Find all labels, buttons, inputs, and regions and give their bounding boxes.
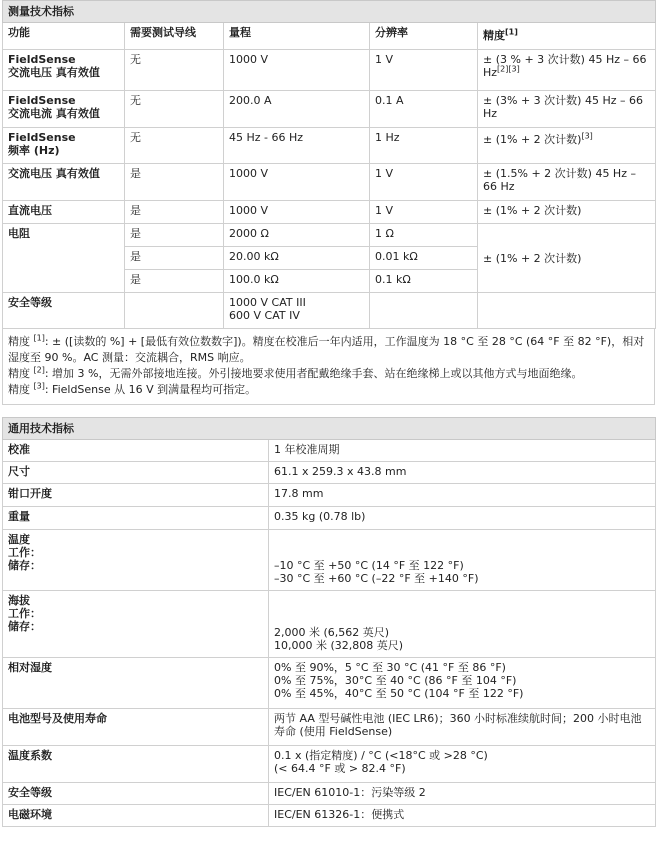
leads-cell: 无	[125, 128, 224, 164]
function-cell-safety: 安全等级	[3, 293, 125, 329]
measurement-section-title: 测量技术指标	[3, 1, 656, 23]
col-header-range: 量程	[224, 23, 370, 50]
accuracy-cell: ± (1% + 2 次计数)	[478, 201, 656, 224]
table-row	[3, 293, 656, 329]
spec-label: 尺寸	[3, 462, 269, 484]
table-row	[3, 507, 656, 530]
resolution-cell	[370, 293, 478, 329]
spec-value: 0% 至 90%，5 °C 至 30 °C (41 °F 至 86 °F) 0% 至 75%，30°C 至 40 °C (86 °F 至 104 °F) 0% 至 45%，40°C 至 50 °C (104 °F 至 122 °F)	[269, 658, 656, 709]
function-cell-resistance: 电阻	[3, 224, 125, 293]
table-row	[3, 530, 656, 591]
accuracy-cell: ± (3% + 3 次计数) 45 Hz – 66 Hz	[478, 91, 656, 128]
range-cell: 1000 V	[224, 50, 370, 91]
resolution-cell: 0.1 A	[370, 91, 478, 128]
leads-cell: 是	[125, 164, 224, 201]
leads-cell: 是	[125, 224, 224, 247]
spec-value: 1 年校准周期	[269, 440, 656, 462]
function-cell: FieldSense 交流电流 真有效值	[3, 91, 125, 128]
spec-label: 相对湿度	[3, 658, 269, 709]
table-row	[3, 591, 656, 658]
footnote-3: 精度 [3]: FieldSense 从 16 V 到满量程均可指定。	[8, 381, 257, 396]
accuracy-footnote-ref: [1]	[505, 27, 518, 37]
spec-label: 钳口开度	[3, 484, 269, 507]
table-row	[3, 484, 656, 507]
spec-label: 校准	[3, 440, 269, 462]
spec-page	[2, 0, 655, 827]
leads-cell: 是	[125, 270, 224, 293]
resolution-cell: 1 V	[370, 164, 478, 201]
table-row	[3, 440, 656, 462]
resolution-cell: 1 V	[370, 201, 478, 224]
spec-label: 电磁环境	[3, 805, 269, 827]
table-row	[3, 201, 656, 224]
leads-cell: 无	[125, 91, 224, 128]
spec-value: 61.1 x 259.3 x 43.8 mm	[269, 462, 656, 484]
range-cell: 200.0 A	[224, 91, 370, 128]
spec-value: IEC/EN 61326-1：便携式	[269, 805, 656, 827]
table-row	[3, 746, 656, 783]
leads-cell	[125, 293, 224, 329]
table-row	[3, 658, 656, 709]
accuracy-cell: ± (1.5% + 2 次计数) 45 Hz – 66 Hz	[478, 164, 656, 201]
range-cell: 1000 V	[224, 201, 370, 224]
table-row	[3, 709, 656, 746]
spec-label: 重量	[3, 507, 269, 530]
spec-value: 2,000 米 (6,562 英尺) 10,000 米 (32,808 英尺)	[269, 591, 656, 658]
spec-value: 0.1 x (指定精度) / °C (<18°C 或 >28 °C) (< 64.4 °F 或 > 82.4 °F)	[269, 746, 656, 783]
table-row	[3, 224, 656, 247]
col-header-accuracy	[478, 23, 656, 50]
resolution-cell: 0.1 kΩ	[370, 270, 478, 293]
spec-value: IEC/EN 61010-1：污染等级 2	[269, 783, 656, 805]
spec-value: 0.35 kg (0.78 lb)	[269, 507, 656, 530]
resolution-cell: 1 V	[370, 50, 478, 91]
resolution-cell: 0.01 kΩ	[370, 247, 478, 270]
range-cell: 100.0 kΩ	[224, 270, 370, 293]
footnote-2: 精度 [2]: 增加 3 %，无需外部接地连接。外引接地要求使用者配戴绝缘手套、站在绝缘梯上或以其他方式与地面绝缘。	[8, 365, 583, 380]
table-row	[3, 50, 656, 91]
function-cell: FieldSense 频率 (Hz)	[3, 128, 125, 164]
leads-cell: 无	[125, 50, 224, 91]
col-header-test-leads: 需要测试导线	[125, 23, 224, 50]
leads-cell: 是	[125, 247, 224, 270]
table-row	[3, 91, 656, 128]
accuracy-cell: ± (3 % + 3 次计数) 45 Hz – 66 Hz[2][3]	[478, 50, 656, 91]
general-section-title: 通用技术指标	[3, 418, 656, 440]
accuracy-cell-resistance: ± (1% + 2 次计数)	[478, 224, 656, 293]
spec-value: –10 °C 至 +50 °C (14 °F 至 122 °F) –30 °C 至 +60 °C (–22 °F 至 +140 °F)	[269, 530, 656, 591]
table-row	[3, 164, 656, 201]
measurement-spec-table	[2, 0, 656, 329]
function-cell: 直流电压	[3, 201, 125, 224]
range-cell: 2000 Ω	[224, 224, 370, 247]
accuracy-cell	[478, 293, 656, 329]
footnote-1: 精度 [1]: ± ([读数的 %] + [最低有效位数数字])。精度在校准后一年内适用，工作温度为 18 °C 至 28 °C (64 °F 至 82 °F)，相对湿度至 90 %。AC 测量：交流耦合，RMS 响应。	[8, 333, 645, 364]
table-row	[3, 783, 656, 805]
accuracy-cell: ± (1% + 2 次计数)[3]	[478, 128, 656, 164]
spec-label: 电池型号及使用寿命	[3, 709, 269, 746]
general-spec-table	[2, 417, 656, 827]
leads-cell: 是	[125, 201, 224, 224]
range-cell: 45 Hz - 66 Hz	[224, 128, 370, 164]
spec-label: 温度 工作： 储存：	[3, 530, 269, 591]
range-cell: 1000 V	[224, 164, 370, 201]
spec-value: 17.8 mm	[269, 484, 656, 507]
spec-label: 海拔 工作： 储存：	[3, 591, 269, 658]
function-cell: 交流电压 真有效值	[3, 164, 125, 201]
spec-value: 两节 AA 型号碱性电池 (IEC LR6)；360 小时标准续航时间；200 小时电池寿命 (使用 FieldSense)	[269, 709, 656, 746]
accuracy-label: 精度	[483, 29, 505, 42]
range-cell: 20.00 kΩ	[224, 247, 370, 270]
table-row	[3, 128, 656, 164]
spec-label: 安全等级	[3, 783, 269, 805]
table-row	[3, 462, 656, 484]
function-cell: FieldSense 交流电压 真有效值	[3, 50, 125, 91]
range-cell: 1000 V CAT III 600 V CAT IV	[224, 293, 370, 329]
resolution-cell: 1 Hz	[370, 128, 478, 164]
col-header-function: 功能	[3, 23, 125, 50]
spec-label: 温度系数	[3, 746, 269, 783]
table-row	[3, 805, 656, 827]
resolution-cell: 1 Ω	[370, 224, 478, 247]
col-header-resolution: 分辨率	[370, 23, 478, 50]
accuracy-footnotes	[2, 329, 655, 405]
